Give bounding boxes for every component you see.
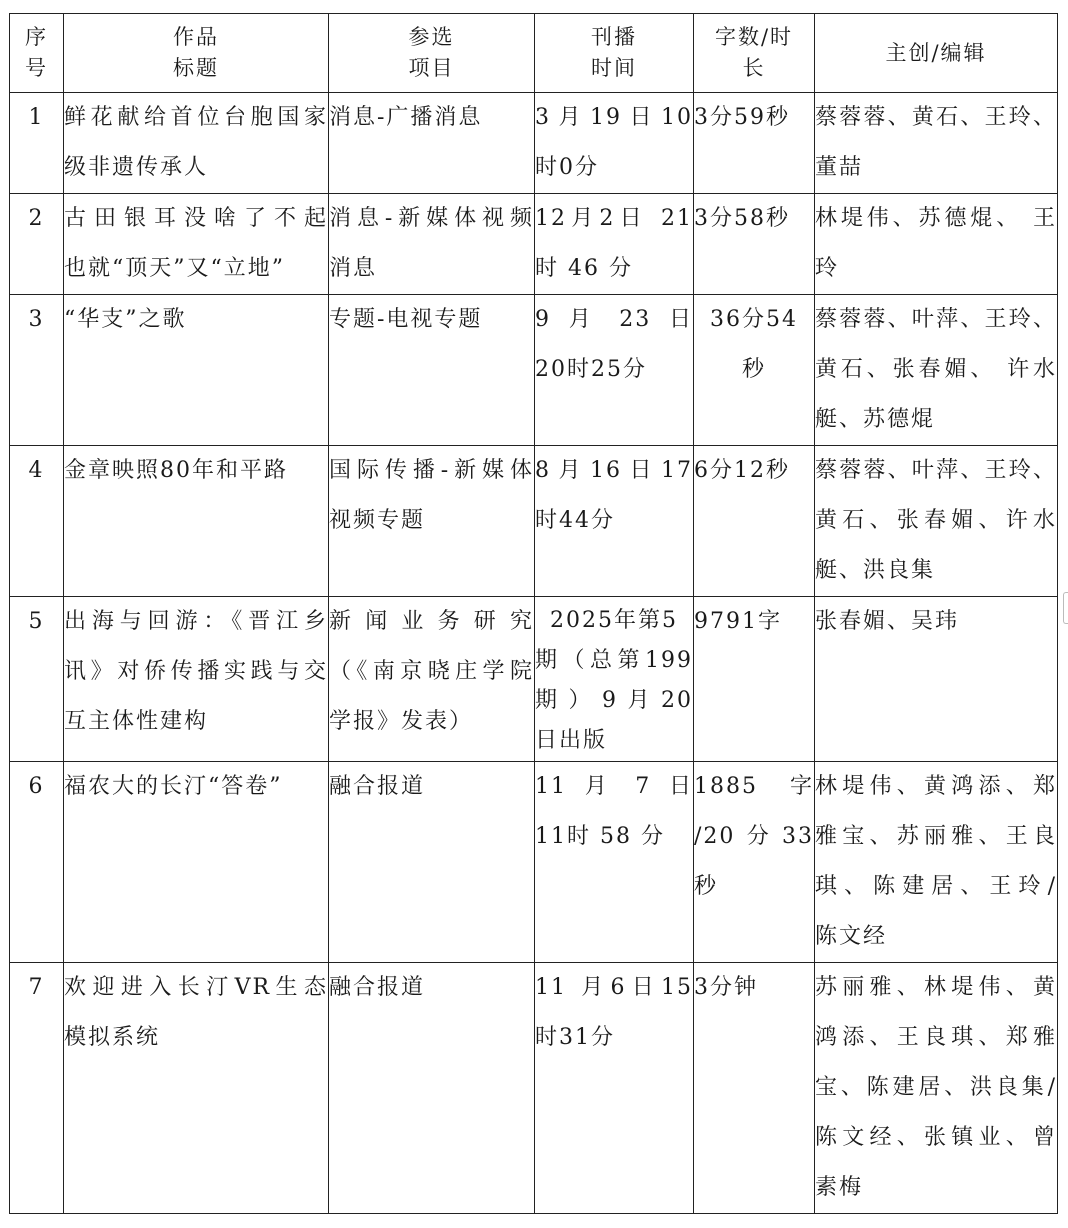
row-time-line: 12月2日 21: [535, 206, 693, 231]
header-length-line-1: 字数/时: [714, 25, 794, 49]
row-title: [64, 93, 329, 194]
row-title: [64, 597, 329, 762]
row-time: [535, 446, 694, 597]
row-creators-line: 琪、陈建居、王玲/: [815, 874, 1057, 899]
row-length-line: 秒: [694, 874, 719, 899]
row-seq: 2: [10, 194, 64, 295]
row-seq: 6: [10, 762, 64, 963]
row-seq: 5: [10, 597, 64, 762]
row-creators-line: 张春媚、吴玮: [815, 609, 960, 634]
row-length: [694, 597, 815, 762]
row-creators: [815, 194, 1058, 295]
row-creators-line: 陈文经: [815, 924, 888, 949]
row-category-line: 专题-电视专题: [329, 307, 483, 332]
row-category: [329, 446, 535, 597]
row-creators: [815, 93, 1058, 194]
row-title-line: 金章映照80年和平路: [64, 458, 288, 483]
row-category: [329, 963, 535, 1214]
row-time-line: 20时25分: [535, 357, 647, 382]
row-category-line: （《南京晓庄学院: [329, 659, 534, 684]
header-category-line-1: 参选: [408, 25, 455, 49]
row-title: [64, 194, 329, 295]
header-time-line-1: 刊播: [591, 25, 637, 49]
row-time: [535, 597, 694, 762]
row-creators-line: 雅宝、苏丽雅、王良: [815, 824, 1057, 849]
row-length: [694, 963, 815, 1214]
scroll-edge-tab[interactable]: [1063, 592, 1068, 624]
row-title-line: 也就“顶天”又“立地”: [64, 256, 285, 281]
row-time-line: 时31分: [535, 1025, 615, 1050]
row-category-line: 融合报道: [329, 975, 426, 1000]
row-title-line: 级非遗传承人: [64, 155, 209, 180]
row-creators-line: 黄石、张春媚、许水: [815, 508, 1057, 533]
table-row: [10, 194, 1058, 295]
row-category-line: 视频专题: [329, 508, 426, 533]
row-category-line: 新闻业务研究: [329, 609, 534, 634]
row-time-line: 期（总第199: [535, 648, 693, 673]
row-seq: 1: [10, 93, 64, 194]
header-seq-line-1: 序: [25, 25, 48, 49]
row-time-line: 9 月 23 日: [535, 307, 693, 332]
entries-table: [9, 13, 1058, 1214]
header-creators: [815, 14, 1058, 93]
row-title: [64, 762, 329, 963]
row-creators-line: 蔡蓉蓉、叶萍、王玲、: [815, 458, 1057, 483]
table-row: [10, 762, 1058, 963]
row-seq: 3: [10, 295, 64, 446]
row-seq: 4: [10, 446, 64, 597]
row-category-line: 学报》发表）: [329, 709, 474, 734]
header-length: [694, 14, 815, 93]
row-title: [64, 963, 329, 1214]
header-title-line-2: 标题: [173, 56, 219, 80]
row-length-line: 1885 字: [694, 774, 814, 799]
row-title-line: 古田银耳没啥了不起: [64, 206, 328, 231]
row-time-line: 11时 58 分: [535, 824, 665, 849]
row-category: [329, 597, 535, 762]
row-creators-line: 艇、洪良集: [815, 558, 936, 583]
row-length-line: /20分33: [694, 824, 814, 849]
row-creators-line: 艇、苏德焜: [815, 407, 936, 432]
row-creators-line: 林堤伟、黄鸿添、郑: [815, 774, 1057, 799]
row-time-line: 期）9月20: [535, 688, 693, 713]
header-category: [329, 14, 535, 93]
row-category: [329, 93, 535, 194]
row-creators-line: 黄石、张春媚、 许水: [815, 357, 1057, 382]
row-time: [535, 93, 694, 194]
row-title-line: 欢迎进入长汀VR生态: [64, 975, 328, 1000]
row-length: [694, 762, 815, 963]
row-creators-line: 苏丽雅、林堤伟、黄: [815, 975, 1057, 1000]
row-category-line: 国际传播-新媒体: [329, 458, 534, 483]
row-time: [535, 194, 694, 295]
row-time: [535, 963, 694, 1214]
row-length-line: 3分58秒: [694, 206, 790, 231]
row-category: [329, 762, 535, 963]
row-time-line: 2025年第5: [550, 608, 678, 633]
row-time-line: 11 月 7 日: [535, 774, 693, 799]
row-category-line: 消息-新媒体视频: [329, 206, 534, 231]
row-time-line: 8月16日17: [535, 458, 693, 483]
row-length-line: 3分59秒: [694, 105, 790, 130]
row-creators-line: 素梅: [815, 1175, 864, 1200]
row-creators-line: 林堤伟、苏德焜、 王: [815, 206, 1057, 231]
row-title-line: 福农大的长汀“答卷”: [64, 774, 283, 799]
row-length-line: 36分54: [710, 307, 798, 332]
row-creators-line: 董喆: [815, 155, 864, 180]
header-title: [64, 14, 329, 93]
row-length: [694, 295, 815, 446]
row-length-line: 6分12秒: [694, 458, 790, 483]
header-time: [535, 14, 694, 93]
row-length: [694, 194, 815, 295]
row-title: [64, 295, 329, 446]
row-title-line: 鲜花献给首位台胞国家: [64, 105, 328, 130]
row-length: [694, 93, 815, 194]
row-title-line: 出海与回游：《晋江乡: [64, 609, 328, 634]
header-seq: [10, 14, 64, 93]
row-length: [694, 446, 815, 597]
row-title: [64, 446, 329, 597]
row-creators: [815, 446, 1058, 597]
row-time: [535, 762, 694, 963]
row-creators-line: 蔡蓉蓉、叶萍、王玲、: [815, 307, 1057, 332]
header-creators-text: 主创/编辑: [885, 40, 987, 65]
header-seq-line-2: 号: [25, 56, 48, 80]
table-row: [10, 446, 1058, 597]
row-creators: [815, 295, 1058, 446]
row-title-line: 互主体性建构: [64, 709, 209, 734]
row-creators-line: 蔡蓉蓉、黄石、王玲、: [815, 105, 1057, 130]
row-title-line: 模拟系统: [64, 1025, 161, 1050]
row-time-line: 3月19日10: [535, 105, 693, 130]
row-creators-line: 玲: [815, 256, 840, 281]
header-row: [10, 14, 1058, 93]
header-length-line-2: 长: [742, 56, 766, 80]
row-category-line: 消息: [329, 256, 378, 281]
row-seq: 7: [10, 963, 64, 1214]
row-time-line: 时44分: [535, 508, 615, 533]
header-time-line-2: 时间: [591, 56, 637, 80]
row-category-line: 消息-广播消息: [329, 105, 483, 130]
table-row: [10, 295, 1058, 446]
row-time-line: 日出版: [535, 728, 608, 753]
row-creators-line: 宝、陈建居、洪良集/: [815, 1075, 1057, 1100]
row-creators: [815, 597, 1058, 762]
row-category: [329, 194, 535, 295]
row-length-line: 3分钟: [694, 975, 758, 1000]
row-category-line: 融合报道: [329, 774, 426, 799]
row-creators: [815, 762, 1058, 963]
table-row: [10, 597, 1058, 762]
row-time-line: 时0分: [535, 155, 599, 180]
row-time: [535, 295, 694, 446]
header-title-line-1: 作品: [173, 25, 219, 49]
row-title-line: “华支”之歌: [64, 307, 187, 332]
table-row: [10, 93, 1058, 194]
row-creators-line: 鸿添、王良琪、郑雅: [815, 1025, 1057, 1050]
row-time-line: 时 46 分: [535, 256, 633, 281]
row-creators-line: 陈文经、张镇业、曾: [815, 1125, 1057, 1150]
row-time-line: 11 月6日15: [535, 975, 693, 1000]
row-creators: [815, 963, 1058, 1214]
table-row: [10, 963, 1058, 1214]
row-length-line: 秒: [741, 357, 766, 382]
row-title-line: 讯》对侨传播实践与交: [64, 659, 328, 684]
row-category: [329, 295, 535, 446]
row-length-line: 9791字: [694, 609, 782, 634]
header-category-line-2: 项目: [408, 56, 455, 80]
